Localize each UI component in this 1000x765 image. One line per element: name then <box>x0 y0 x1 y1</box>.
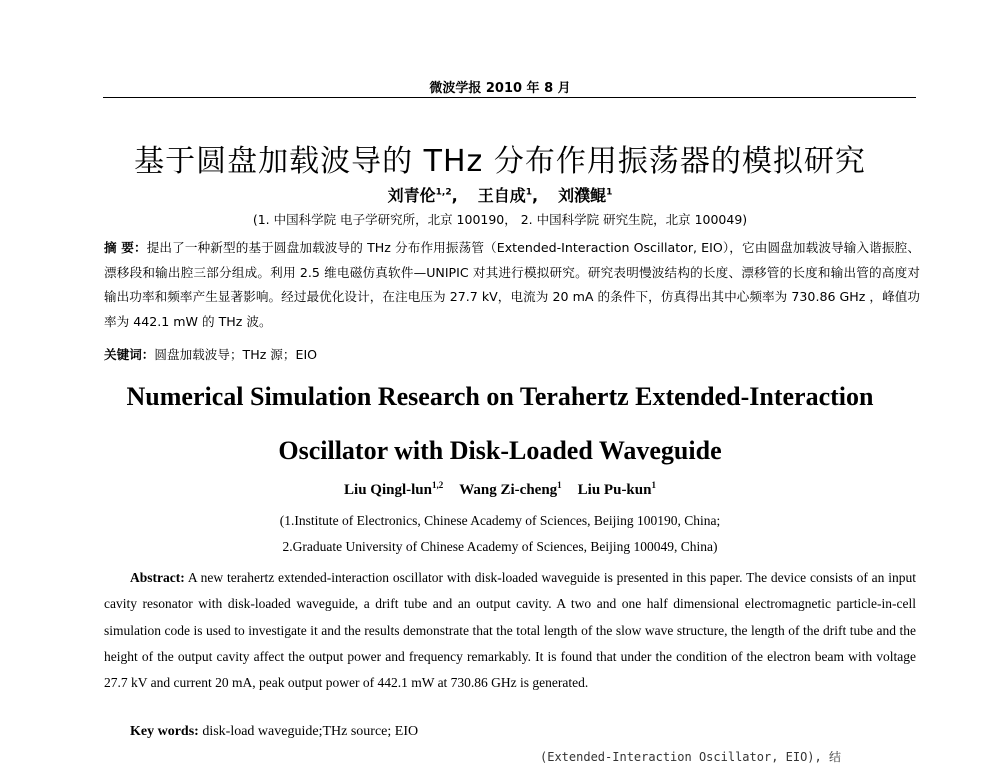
english-authors <box>0 482 1000 499</box>
chinese-affiliation: (1. 中国科学院 电子学研究所，北京 100190， 2. 中国科学院 研究生院，北京 100049) <box>252 212 748 227</box>
en-author-3: Liu Pu-kun$^1$ <box>577 480 656 498</box>
running-head: 微波学报 2010 年 8 月 <box>429 81 571 96</box>
cn-keywords-text: 圆盘加载波导；THz 源；EIO <box>154 347 318 362</box>
cn-author-3: 刘濮鲲$^1$ <box>558 186 613 205</box>
english-title-line-1: Numerical Simulation Research on Terahertz Extended-Interaction <box>126 382 874 411</box>
en-abstract-text: A new terahertz extended-interaction oscillator with disk-loaded waveguide is presented in this paper. The device consists of an input cavity resonator with disk-loaded waveguide, a drift tube and an output cavity. A two and one half dimensional electromagnetic particle-in-cell simulation code is used to investigate it and the results demonstrate that the total length of the slow wave structure, the length of the drift tube and the height of the output cavity affect the output power and frequency remarkably. It is found that under the condition of the electron beam with voltage 27.7 kV and current 20 mA, peak output power of 442.1 mW at 730.86 GHz is generated. <box>104 570 916 691</box>
cn-author-2: 王自成$^1$, <box>477 186 539 205</box>
en-keywords-text: disk-load waveguide;THz source; EIO <box>202 724 419 739</box>
chinese-authors <box>0 183 1000 206</box>
en-author-2: Wang Zi-cheng$^1$ <box>459 480 562 498</box>
en-abstract-label: Abstract: <box>130 570 185 585</box>
english-title-line-2: Oscillator with Disk-Loaded Waveguide <box>278 436 722 465</box>
english-abstract <box>104 565 916 696</box>
cn-abstract-text: 提出了一种新型的基于圆盘加载波导的 THz 分布作用振荡管（Extended-Interaction Oscillator, EIO），它由圆盘加载波导输入谐振腔、漂移段和输出腔三部分组成。利用 2.5 维电磁仿真软件—UNIPIC 对其进行模拟研究。研究表明慢波结构的长度、漂移管的长度和输出管的高度对输出功率和频率产生显著影响。经过最优化设计，在注电压为 27.7 kV，电流为 20 mA 的条件下，仿真得出其中心频率为 730.86 GHz ，峰值功率为 442.1 mW 的 THz 波。 <box>104 240 920 329</box>
header-rule <box>103 97 916 98</box>
english-keywords <box>130 724 418 740</box>
chinese-title: 基于圆盘加载波导的 THz 分布作用振荡器的模拟研究 <box>134 144 866 179</box>
en-author-1: Liu Qingl-lun$^{1,2}$ <box>344 480 444 498</box>
english-affiliation-line-2: 2.Graduate University of Chinese Academy of Sciences, Beijing 100049, China) <box>282 539 718 554</box>
cn-keywords-label: 关键词： <box>104 347 155 362</box>
cutoff-body-text: (Extended-Interaction Oscillator, EIO), 结 <box>540 750 841 764</box>
cn-abstract-label: 摘 要： <box>104 240 147 255</box>
chinese-abstract <box>104 236 920 334</box>
cn-author-1: 刘青伦$^{1,2}$, <box>387 186 458 205</box>
chinese-keywords <box>104 344 920 363</box>
en-keywords-label: Key words: <box>130 724 199 739</box>
english-affiliation-line-1: (1.Institute of Electronics, Chinese Academy of Sciences, Beijing 100190, China; <box>279 513 721 528</box>
